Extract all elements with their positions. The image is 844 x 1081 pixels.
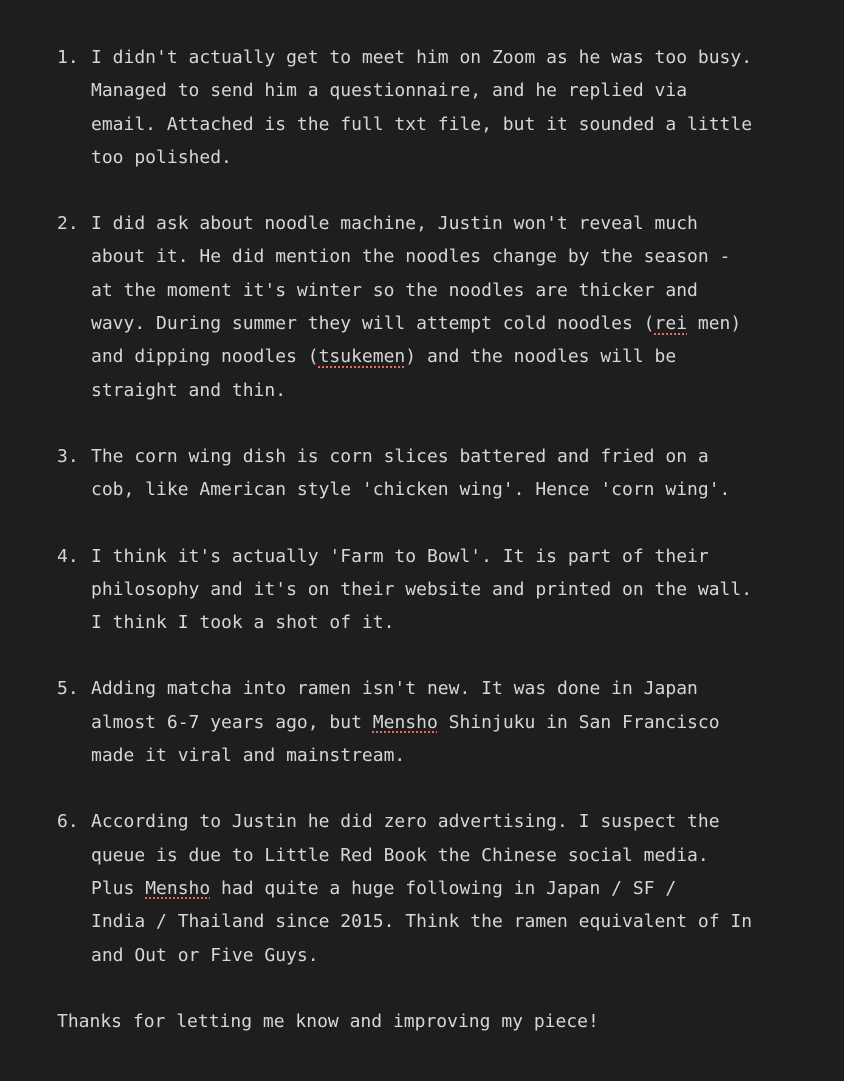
text-line: India / Thailand since 2015. Think the ramen equivalent of In [91,911,753,933]
text-segment: wavy. During summer they will attempt cold noodles ( [91,313,655,335]
text-segment: Plus [91,877,146,899]
list-number: 1. [57,47,79,68]
list-number: 4. [57,545,79,567]
text-line [91,340,803,373]
text-segment: had quite a huge following in Japan / SF / [210,877,677,899]
list-number: 6. [57,811,79,833]
list-item [0,540,803,640]
text-line: and Out or Five Guys. [91,944,319,966]
text-line: Managed to send him a questionnaire, and he replied via [91,80,688,102]
text-line: According to Justin he did zero advertising. I suspect the [91,811,720,833]
list-item [0,207,803,407]
list-item [0,41,803,174]
text-line: I think it's actually 'Farm to Bowl'. It is part of their [91,545,709,567]
misspelled-word[interactable]: tsukemen [318,346,406,368]
text-line: email. Attached is the full txt file, but it sounded a little [91,113,753,135]
text-line: I did ask about noodle machine, Justin won't reveal much [91,213,698,235]
text-segment: almost 6-7 years ago, but [91,711,373,733]
list-number: 2. [57,213,79,235]
misspelled-word[interactable]: Mensho [372,711,438,733]
misspelled-word[interactable]: rei [654,313,688,335]
text-line [91,307,803,340]
text-line: about it. He did mention the noodles change by the season - [91,246,731,268]
closing-line: Thanks for letting me know and improving my piece! [57,1010,599,1032]
text-line: philosophy and it's on their website and printed on the wall. [91,578,753,600]
list-item [0,672,803,772]
text-segment: and dipping noodles ( [91,346,319,368]
text-line [91,706,803,739]
list-item [0,805,803,971]
text-line: made it viral and mainstream. [91,745,406,767]
notes-text[interactable] [0,41,844,1038]
text-line [91,872,803,905]
text-line: at the moment it's winter so the noodles are thicker and [91,279,698,301]
misspelled-word[interactable]: Mensho [145,877,211,899]
text-line: Adding matcha into ramen isn't new. It was done in Japan [91,678,698,700]
list-item [0,440,803,507]
list-number: 5. [57,678,79,700]
list-number: 3. [57,445,79,467]
text-line: cob, like American style 'chicken wing'. Hence 'corn wing'. [91,479,731,501]
text-line: The corn wing dish is corn slices battered and fried on a [91,445,709,467]
text-segment: ) and the noodles will be [405,346,677,368]
text-segment: Shinjuku in San Francisco [437,711,720,733]
text-line: straight and thin. [91,379,287,401]
numbered-notes-list [0,41,844,972]
text-line: queue is due to Little Red Book the Chinese social media. [91,844,709,866]
text-line: I didn't actually get to meet him on Zoom as he was too busy. [91,47,753,68]
text-segment: men) [687,313,742,335]
text-line: I think I took a shot of it. [91,612,395,634]
text-line: too polished. [91,146,232,168]
